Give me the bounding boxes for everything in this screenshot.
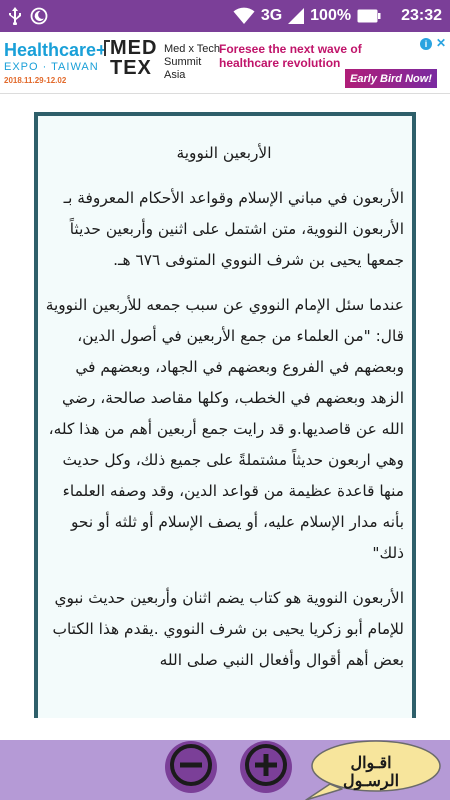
- signal-icon: [288, 8, 304, 24]
- ad-event-subtitle: Med x Tech Summit Asia: [164, 43, 221, 81]
- usb-icon: [8, 7, 22, 25]
- ad-brand-subline: EXPO · TAIWAN: [4, 61, 99, 73]
- wifi-icon: [233, 7, 255, 25]
- ad-brand-name: Healthcare+: [4, 40, 107, 60]
- ad-event-name: MED TEX: [110, 37, 158, 79]
- plus-icon: [244, 743, 288, 791]
- speech-label-line1: اقـوال: [350, 753, 392, 772]
- zoom-in-button[interactable]: [240, 741, 292, 793]
- status-bar: [0, 0, 450, 32]
- article-body: [38, 116, 412, 676]
- ad-headline: Foresee the next wave of healthcare revolution: [219, 42, 362, 70]
- ad-info-icon[interactable]: i: [420, 38, 432, 50]
- ad-banner[interactable]: [0, 32, 450, 94]
- minus-icon: [169, 743, 213, 791]
- ad-dates: 2018.11.29-12.02: [4, 76, 67, 85]
- article-title: الأربعين النووية: [176, 144, 272, 162]
- battery-icon: [357, 9, 381, 23]
- speech-label-line2: الرسـول: [342, 771, 400, 790]
- ad-close-icon[interactable]: ✕: [436, 36, 447, 50]
- do-not-disturb-icon: [30, 7, 48, 25]
- article-frame[interactable]: [34, 112, 416, 718]
- article-paragraph: الأربعون النووية هو كتاب يضم اثنان وأربعين حديث نبوي للإمام أبو زكريا يحيى بن شرف النووي .يقدم هذا الكتاب بعض أهم أقوال وأفعال النبي صلى الله: [52, 589, 404, 669]
- article-paragraph: الأربعون في مباني الإسلام وقواعد الأحكام المعروفة بـ الأربعون النووية، متن اشتمل على اثنين وأربعين حديثاً جمعها يحيى بن شرف النووي المتوفى ٦٧٦ هـ.: [63, 189, 404, 269]
- ad-cta-button[interactable]: Early Bird Now!: [345, 69, 437, 88]
- clock: 23:32: [401, 7, 442, 24]
- article-paragraph: عندما سئل الإمام النووي عن سبب جمعه للأربعين النووية قال: "من العلماء من جمع الأربعين في أصول الدين، وبعضهم في الفروع وبعضهم في الجهاد، وبعضهم في الزهد وبعضهم في الخطب، وكلها مقاصد صالحة، رضي الله عن قاصديها.و قد رايت جمع أربعين أهم من هذا كله، وهي اربعون حديثاً مشتملةً على جميع ذلك، وكل حديث منها قاعدة عظيمة من قواعد الدين، وقد وصفه العلماء بأنه مدار الإسلام عليه، أو يصف الإسلام أو ثلثه أو نحو ذلك": [45, 296, 404, 562]
- prophet-sayings-button[interactable]: [296, 740, 446, 800]
- zoom-out-button[interactable]: [165, 741, 217, 793]
- speech-button-label: [296, 740, 446, 800]
- battery-percent: 100%: [310, 7, 352, 24]
- network-type: 3G: [260, 7, 283, 24]
